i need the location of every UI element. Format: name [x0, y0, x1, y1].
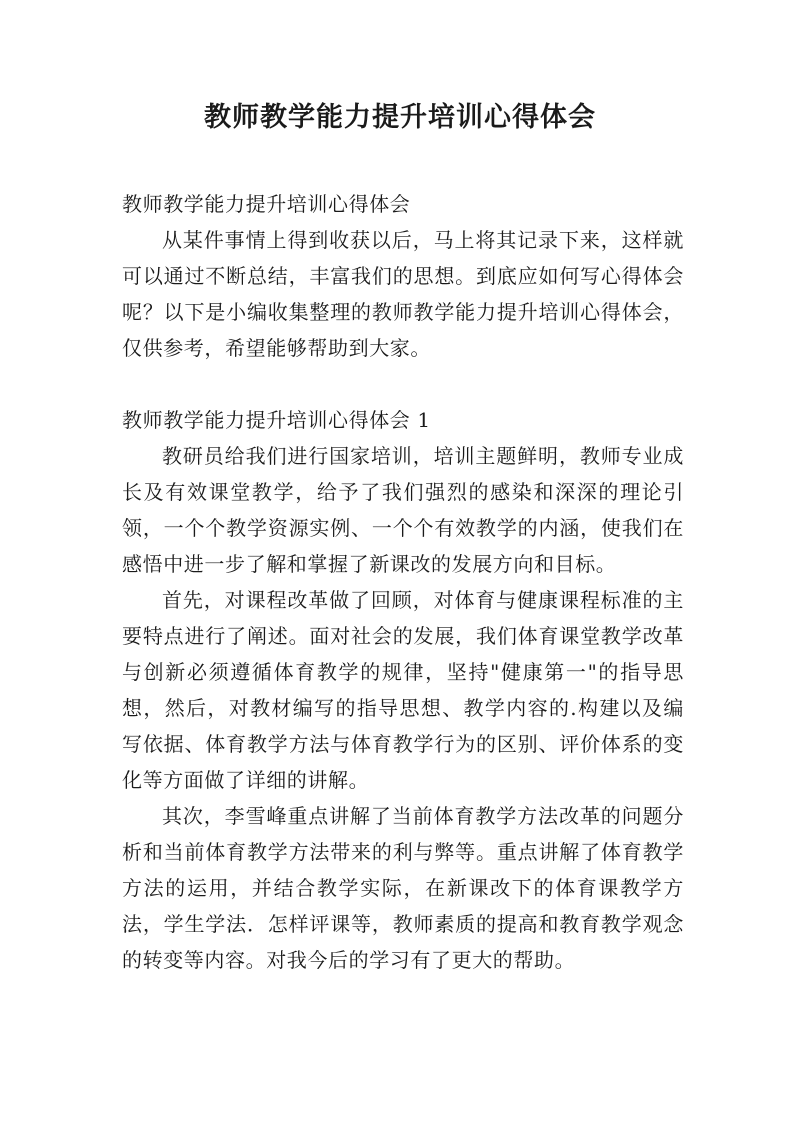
document-title: 教师教学能力提升培训心得体会 [204, 102, 596, 133]
body-paragraph: 教研员给我们进行国家培训，培训主题鲜明，教师专业成长及有效课堂教学，给予了我们强烈的感染和深深的理论引领，一个个教学资源实例、一个个有效教学的内涵，使我们在感悟中进一步了解和掌握了新课改的发展方向和目标。 [122, 444, 684, 576]
section-heading: 教师教学能力提升培训心得体会 1 [122, 408, 431, 432]
intro-paragraph: 从某件事情上得到收获以后，马上将其记录下来，这样就可以通过不断总结，丰富我们的思想。到底应如何写心得体会呢？以下是小编收集整理的教师教学能力提升培训心得体会，仅供参考，希望能够帮助到大家。 [122, 228, 684, 360]
section-heading: 教师教学能力提升培训心得体会 [122, 192, 411, 216]
section-spacer [122, 366, 684, 402]
body-paragraph: 首先，对课程改革做了回顾，对体育与健康课程标准的主要特点进行了阐述。面对社会的发展，我们体育课堂教学改革与创新必须遵循体育教学的规律，坚持"健康第一"的指导思想，然后，对教材编写的指导思想、教学内容的.构建以及编写依据、体育教学方法与体育教学行为的区别、评价体系的变化等方面做了详细的讲解。 [122, 588, 684, 792]
body-paragraph: 其次，李雪峰重点讲解了当前体育教学方法改革的问题分析和当前体育教学方法带来的利与弊等。重点讲解了体育教学方法的运用，并结合教学实际，在新课改下的体育课教学方法，学生学法．怎样评课等，教师素质的提高和教育教学观念的转变等内容。对我今后的学习有了更大的帮助。 [122, 804, 684, 972]
document-body [122, 186, 684, 978]
